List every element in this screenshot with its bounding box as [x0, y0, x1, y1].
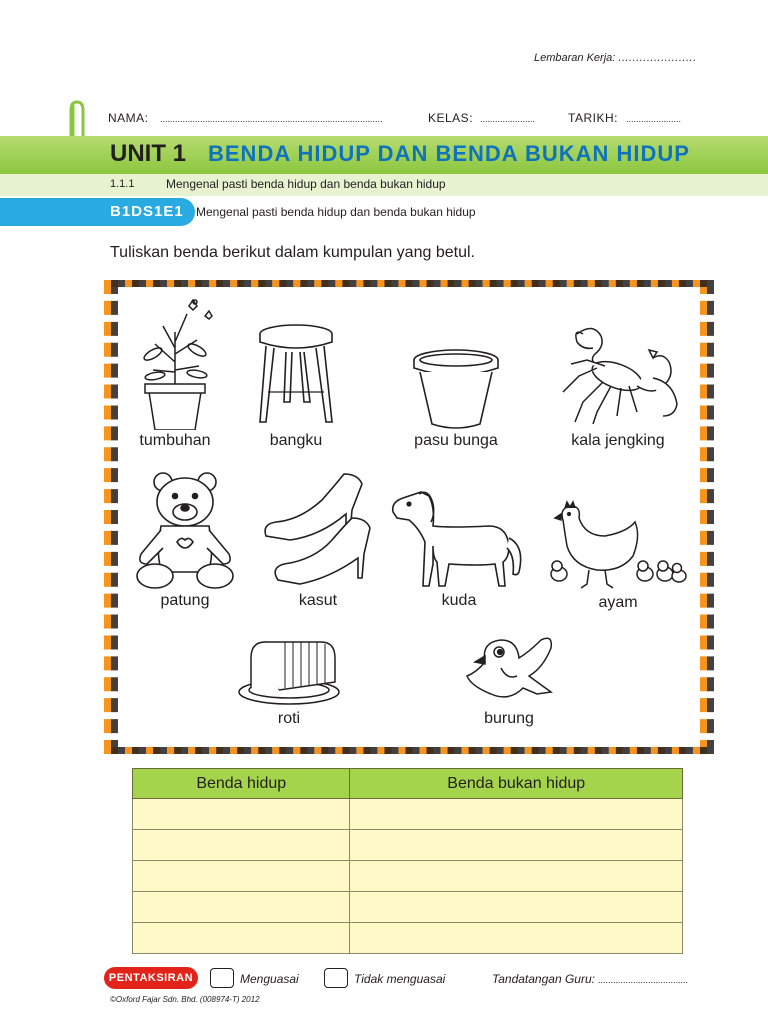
- item-kuda: [386, 486, 532, 610]
- tarikh-field[interactable]: ......................: [626, 114, 682, 124]
- item-label: kasut: [298, 592, 338, 609]
- bread-icon: [235, 632, 343, 708]
- hen-icon: [549, 500, 687, 592]
- tidak-menguasai-label: Tidak menguasai: [354, 972, 446, 986]
- answer-cell[interactable]: [350, 892, 683, 923]
- item-kala-jengking: [548, 320, 688, 450]
- standard-text: Mengenal pasti benda hidup dan benda bukan hidup: [166, 177, 446, 191]
- item-tumbuhan: [130, 292, 220, 450]
- column-header-living: Benda hidup: [133, 769, 350, 799]
- teacher-signature: [492, 972, 688, 986]
- worksheet-number: [534, 52, 697, 64]
- answer-cell[interactable]: [133, 861, 350, 892]
- instruction-text: Tuliskan benda berikut dalam kumpulan yang betul.: [110, 244, 475, 261]
- worksheet-number-field[interactable]: ......................: [618, 52, 697, 64]
- menguasai-label: Menguasai: [240, 972, 299, 986]
- standard-code: 1.1.1: [110, 178, 135, 190]
- tidak-menguasai-checkbox[interactable]: [324, 968, 348, 988]
- item-label: ayam: [598, 594, 638, 611]
- worksheet-label: Lembaran Kerja:: [534, 52, 616, 64]
- column-header-non-living: Benda bukan hidup: [350, 769, 683, 799]
- answer-cell[interactable]: [350, 861, 683, 892]
- answer-cell[interactable]: [350, 830, 683, 861]
- teacher-signature-label: Tandatangan Guru:: [492, 972, 595, 986]
- item-label: bangku: [269, 432, 323, 449]
- menguasai-checkbox[interactable]: [210, 968, 234, 988]
- nama-field[interactable]: .........................................................................................: [160, 114, 383, 124]
- unit-number: UNIT 1: [110, 140, 187, 167]
- table-row: [133, 799, 683, 830]
- item-pasu-bunga: [396, 346, 516, 450]
- scorpion-icon: [553, 320, 683, 430]
- table-row: [133, 861, 683, 892]
- item-patung: [130, 470, 240, 610]
- nama-label: NAMA:: [108, 111, 149, 125]
- assessment-badge: PENTAKSIRAN: [104, 967, 198, 989]
- item-label: roti: [277, 710, 301, 727]
- kelas-field[interactable]: ......................: [480, 114, 536, 124]
- student-info-row: [108, 111, 708, 127]
- answer-cell[interactable]: [133, 799, 350, 830]
- performance-text: Mengenal pasti benda hidup dan benda bukan hidup: [196, 205, 476, 219]
- table-row: [133, 830, 683, 861]
- item-bangku: [246, 322, 346, 450]
- performance-code: B1DS1E1: [110, 203, 184, 220]
- teddy-bear-icon: [133, 470, 237, 590]
- item-ayam: [546, 500, 690, 612]
- item-label: burung: [484, 710, 534, 727]
- item-roti: [234, 632, 344, 728]
- item-label: kala jengking: [571, 432, 665, 449]
- answer-cell[interactable]: [133, 892, 350, 923]
- unit-title: BENDA HIDUP DAN BENDA BUKAN HIDUP: [208, 141, 690, 166]
- answer-cell[interactable]: [133, 923, 350, 954]
- kelas-label: KELAS:: [428, 111, 474, 125]
- teacher-signature-field[interactable]: ....................................: [598, 975, 689, 985]
- item-label: tumbuhan: [139, 432, 211, 449]
- item-label: kuda: [441, 592, 477, 609]
- horse-icon: [389, 486, 529, 590]
- bird-icon: [457, 632, 561, 708]
- stool-icon: [254, 322, 338, 430]
- answer-cell[interactable]: [350, 923, 683, 954]
- table-row: [133, 923, 683, 954]
- item-label: patung: [160, 592, 210, 609]
- copyright-text: ©Oxford Fajar Sdn. Bhd. (008974-T) 2012: [110, 995, 260, 1004]
- item-label: pasu bunga: [414, 432, 498, 449]
- flower-pot-icon: [410, 346, 502, 430]
- tarikh-label: TARIKH:: [568, 111, 618, 125]
- item-kasut: [258, 470, 378, 610]
- answer-cell[interactable]: [350, 799, 683, 830]
- answer-cell[interactable]: [133, 830, 350, 861]
- classification-table: [132, 768, 683, 954]
- potted-plant-icon: [135, 292, 215, 430]
- shoes-icon: [260, 470, 376, 590]
- item-burung: [446, 632, 572, 728]
- table-row: [133, 892, 683, 923]
